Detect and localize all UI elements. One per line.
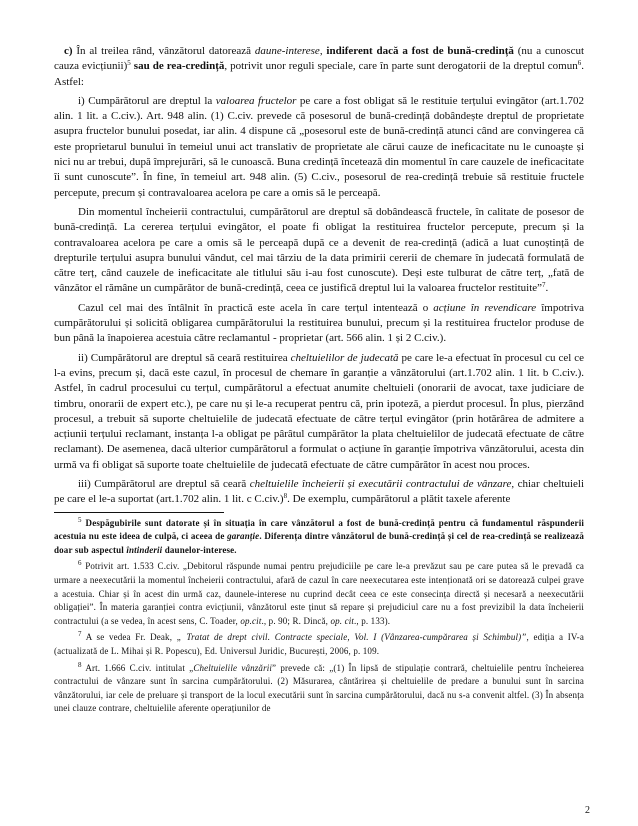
text-run: sau de rea-credință bbox=[130, 60, 225, 73]
body-text bbox=[54, 44, 584, 508]
footnote-ref: 8 bbox=[283, 492, 288, 501]
text-run: Potrivit art. 1.533 C.civ. „Debitorul răspunde numai pentru prejudiciile pe care le-a prevăzut sau pe care putea să le prevadă ca urmare a neexecutării la momentul încheierii contractului, afară de cazul în care neexecutarea este intenționată ori se datorează culpei grave a acestuia. Chiar și în acest din urmă caz, daunele-interese nu cuprind decât ceea ce este consecința directă și necesară a neexecutării obligației”. În materia garanției contra evicțiunii, vânzătorul este ținut să repare și prejudiciul care nu a fost previzibil la data încheierii contractului (a se vedea, în acest sens, C. Toader, bbox=[54, 561, 584, 626]
footnote bbox=[54, 560, 584, 628]
text-run: . bbox=[545, 282, 549, 295]
footnote bbox=[54, 631, 584, 658]
text-run: cheltuielile încheierii și executării contractului de vânzare bbox=[249, 478, 512, 491]
text-run: garanție bbox=[227, 531, 260, 542]
text-run: , potrivit unor reguli speciale, care în parte sunt derogatorii de la dreptul comun bbox=[224, 60, 578, 73]
footnote-ref: 6 bbox=[78, 559, 82, 568]
text-run: indiferent dacă a fost de bună-credință bbox=[326, 45, 514, 57]
footnote-ref: 5 bbox=[127, 59, 131, 68]
text-run: ., p. 90; R. Dincă, bbox=[261, 615, 331, 626]
body-paragraph bbox=[54, 44, 584, 90]
footnote-ref: 5 bbox=[78, 515, 82, 524]
text-run: ., p. 133). bbox=[354, 615, 391, 626]
text-run: Cheltuielile vânzării bbox=[193, 662, 273, 673]
text-run: ii) Cumpărătorul are dreptul să ceară restituirea bbox=[78, 351, 291, 364]
footnote bbox=[54, 517, 584, 558]
body-paragraph bbox=[54, 351, 584, 473]
text-run: c) bbox=[64, 45, 77, 57]
text-run: ” prevede că: „(1) În lipsă de stipulație contrară, cheltuielile pentru încheierea contractului de vânzare sunt în sarcina cumpărătorului. (2) Măsurarea, cântărirea și cheltuielile de predare a bunului sunt în sarcina vânzătorului, iar cele de preluare și transport de la locul executării sunt în sarcina cumpărătorului, dacă nu s-a convenit altfel. (3) În absența unei clauze contrare, cheltuielile aferente operațiunilor de bbox=[54, 662, 585, 714]
text-run: pe care a fost obligat să le restituie terțului evingător (art.1.702 alin. 1 lit. a C.civ.). Art. 948 alin. (1) C.civ. prevede că posesorul de bună-credință dobândește dreptul de proprietate asupra fructelor bunului posedat, iar alin. 4 dispune că „posesorul este de bună-credință atunci când are convingerea că este proprietarul bunului în temeiul unui act translativ de proprietate ale cărui cauze de ineficacitate nu le cunoaște și nici nu ar trebui, după împrejurări, să le cunoască. Buna credință încetează din momentul în care cauzele de ineficacitate îi sunt cunoscute”. În fine, în temeiul art. 948 alin. (5) C.civ., posesorul de rea-credință trebuie să restituie fructele percepute, precum și contravaloarea acelora pe care a omis să le perceapă. bbox=[54, 94, 584, 199]
text-run: , bbox=[319, 45, 327, 57]
text-run: , ediția a IV-a (actualizată de L. Mihai și R. Popescu), Ed. Universul Juridic, București, 2006, p. 109. bbox=[54, 632, 584, 656]
text-run: . Diferența dintre vânzătorul de bună-credință și cel de rea-credință se realizează doar sub aspectul bbox=[54, 531, 584, 555]
text-run: acțiune în revendicare bbox=[433, 301, 537, 314]
footnote-ref: 7 bbox=[542, 281, 546, 290]
text-run: , chiar cheltuieli pe care el le-a suportat (art.1.702 alin. 1 lit. c C.civ.) bbox=[54, 478, 585, 506]
footnote-ref: 7 bbox=[78, 630, 82, 639]
page-number: 2 bbox=[585, 805, 590, 816]
text-run: daunelor-interese. bbox=[162, 544, 237, 555]
text-run: întinderii bbox=[126, 544, 163, 555]
footnote-ref: 6 bbox=[577, 59, 582, 68]
text-run: op. cit bbox=[330, 615, 355, 626]
text-run: În al treilea rând, vânzătorul datorează bbox=[76, 45, 255, 57]
text-run: Cazul cel mai des întâlnit în practică este acela în care terțul intentează o bbox=[78, 301, 434, 314]
text-run: pe care le-a efectuat în procesul cu cel ce l-a evins, precum și, dacă este cazul, în procesul de chemare în garanție a vânzătorului (art.1.702 alin. 1 lit. b C.civ.). Astfel, în cadrul procesului cu terțul, cumpărătorul a efectuat anumite cheltuieli (onorarii de avocat, taxe judiciare de timbru, onorarii de expert etc.), pe care nu și le-a recuperat pentru că, prin ipoteză, a pierdut procesul. În plus, pierzând procesul, a trebuit să suporte cheltuielile de judecată efectuate de către terțul evingător (prin hotărârea de admitere a acțiunii terțului reclamant, instanța l-a obligat pe pârâtul cumpărător la plata cheltuielilor de judecată efectuate de către reclamant). De asemenea, dacă ulterior cumpărătorul a formulat o acțiune în garanție împotriva vânzătorului, acesta din urmă va fi obligat să suporte toate cheltuielile de judecată efectuate de către cumpărător în acest nou proces. bbox=[54, 351, 584, 471]
footnote-separator bbox=[54, 512, 224, 513]
text-run: A se vedea Fr. Deak, bbox=[81, 632, 177, 643]
text-run: . De exemplu, cumpărătorul a plătit taxele aferente bbox=[287, 493, 511, 506]
text-run: iii) Cumpărătorul are dreptul să ceară bbox=[78, 478, 250, 491]
text-run: Art. 1.666 C.civ. intitulat „ bbox=[81, 662, 194, 673]
footnotes bbox=[54, 517, 584, 716]
text-run: i) Cumpărătorul are dreptul la bbox=[78, 94, 216, 107]
text-run: (nu a cunoscut cauza evicțiunii) bbox=[54, 45, 585, 73]
body-paragraph bbox=[54, 301, 584, 347]
body-paragraph bbox=[54, 205, 584, 297]
text-run: Despăgubirile sunt datorate și în situația în care vânzătorul a fost de bună-credință pentru că fundamentul răspunderii acestuia nu este ideea de culpă, ci aceea de bbox=[54, 517, 584, 542]
body-paragraph bbox=[54, 94, 584, 201]
text-run: „ Tratat de drept civil. Contracte speciale, Vol. I (Vânzarea-cumpărarea și Schimbul)” bbox=[176, 632, 527, 643]
text-run: împotriva cumpărătorului și solicită obligarea cumpărătorului la restituirea bunului, precum și la restituirea fructelor produse de bun până la înapoierea acestuia către reclamantul - proprietar (art. 566 alin. 1 și 2 C.civ.). bbox=[54, 301, 584, 345]
footnote bbox=[54, 662, 584, 716]
text-run: daune-interese bbox=[254, 45, 320, 57]
text-run: cheltuielilor de judecată bbox=[290, 351, 399, 364]
text-run: Din momentul încheierii contractului, cumpărătorul are dreptul să dobândească fructele, în calitate de posesor de bună-credință. La cererea terțului evingător, el poate fi obligat la restituirea fructelor percepute, precum și la contravaloarea acelora pe care a omis să le perceapă după ce a devenit de rea-credință (adică a luat cunoștință de drepturile terțului asupra bunului vândut, cel mai târziu de la data primirii cererii de chemare în judecată formulată de către terț, când cauzele de ineficacitate ale titlului său i-au fost cunoscute). Deși este tulburat de către terț, „fată de vânzător el rămâne un cumpărător de bună-credință, ceea ce justifică dreptul lui la valoarea fructelor restituite” bbox=[54, 205, 584, 295]
text-run: . Astfel: bbox=[54, 60, 584, 88]
footnote-ref: 8 bbox=[78, 660, 82, 669]
text-run: valoarea fructelor bbox=[215, 94, 297, 107]
body-paragraph bbox=[54, 477, 584, 508]
text-run: op.cit bbox=[240, 615, 262, 626]
